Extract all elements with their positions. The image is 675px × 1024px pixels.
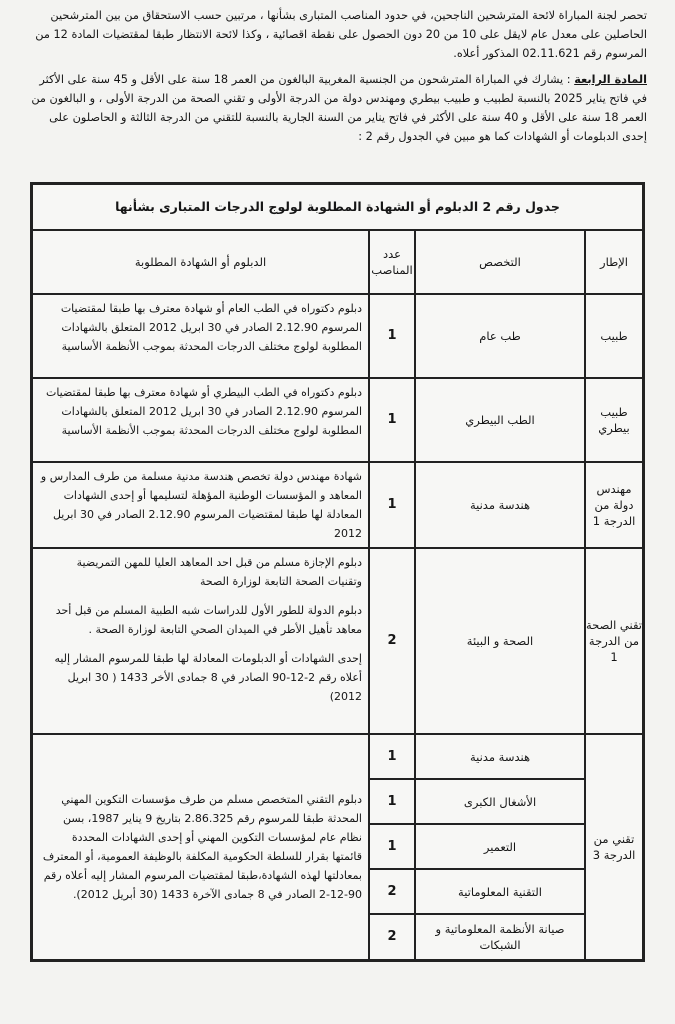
row2-positions: 1 <box>369 378 415 462</box>
row4-diploma-part3: إحدى الشهادات أو الدبلومات المعادلة لها طبقا للمرسوم المشار إليه أعلاه رقم 2-12-90 الصادر في 8 جمادى الأخر 1433 ( 30 ابريل 2012) <box>54 652 362 703</box>
row5-positions-1: 1 <box>369 734 415 779</box>
article-body: : يشارك في المباراة المترشحون من الجنسية المغربية البالغون من العمر 18 سنة على الأقل و 45 سنة على الأكثر في فاتح يناير 2025 بالنسبة لطبيب و طبيب بيطري ومهندس دولة من الدرجة الأولى و تقني الصحة من الدرجة الأولى ، و البالغون من العمر 18 سنة على الأقل و 40 سنة على الأكثر في فاتح يناير من السنة الجارية بالنسبة للتقني من الدرجة الثالثة و الحاصلون على إحدى الدبلومات أو الشهادات كما هو مبين في الجدول رقم 2 : <box>31 73 647 143</box>
row3-specialty: هندسة مدنية <box>415 462 585 548</box>
row4-diploma-part2: دبلوم الدولة للطور الأول للدراسات شبه الطبية المسلم من قبل أحد معاهد تأهيل الأطر في الميدان الصحي التابعة لوزارة الصحة . <box>55 604 362 636</box>
row3-grade: مهندس دولة من الدرجة 1 <box>585 462 643 548</box>
row4-diploma <box>32 548 369 734</box>
article-title: المادة الرابعة <box>574 73 647 86</box>
row4-specialty: الصحة و البيئة <box>415 548 585 734</box>
header-grade: الإطار <box>585 230 643 294</box>
diploma-table <box>30 182 645 962</box>
row4-diploma-part1: دبلوم الإجازة مسلم من قبل احد المعاهد العليا للمهن التمريضية وتقنيات الصحة التابعة لوزارة الصحة <box>76 556 362 588</box>
row1-specialty: طب عام <box>415 294 585 378</box>
row5-positions-3: 1 <box>369 824 415 869</box>
table-caption: جدول رقم 2 الدبلوم أو الشهادة المطلوبة لولوج الدرجات المتبارى بشأنها <box>32 184 643 230</box>
row5-positions-4: 2 <box>369 869 415 914</box>
row1-diploma: دبلوم دكتوراه في الطب العام أو شهادة معترف بها طبقا لمقتضيات المرسوم 2.12.90 الصادر في 30 ابريل 2012 المتعلق بالشهادات المطلوبة لولوج مختلف الدرجات المحدثة بموجب الأنظمة الأساسية <box>32 294 369 378</box>
row3-positions: 1 <box>369 462 415 548</box>
row1-grade: طبيب <box>585 294 643 378</box>
row5-grade: تقني من الدرجة 3 <box>585 734 643 960</box>
row5-specialty-4: التقنية المعلوماتية <box>415 869 585 914</box>
article-four <box>22 70 647 146</box>
row5-specialty-1: هندسة مدنية <box>415 734 585 779</box>
header-positions: عدد المناصب <box>369 230 415 294</box>
header-diploma: الدبلوم أو الشهادة المطلوبة <box>32 230 369 294</box>
row5-positions-2: 1 <box>369 779 415 824</box>
row1-positions: 1 <box>369 294 415 378</box>
row4-grade: تقني الصحة من الدرجة 1 <box>585 548 643 734</box>
row5-specialty-3: التعمير <box>415 824 585 869</box>
row5-specialty-2: الأشغال الكبرى <box>415 779 585 824</box>
header-specialty: التخصص <box>415 230 585 294</box>
intro-paragraph: تحصر لجنة المباراة لائحة المترشحين الناجحين، في حدود المناصب المتبارى بشأنها ، مرتبين حسب الاستحقاق من بين المترشحين الحاصلين على معدل عام لايقل على 10 من 20 دون الحصول على نقطة اقصائية ، وكذا لائحة الانتظار طبقا لمقتضيات المادة 12 من المرسوم رقم 02.11.621 المذكور أعلاه. <box>35 9 647 60</box>
row5-diploma: دبلوم التقني المتخصص مسلم من طرف مؤسسات التكوين المهني المحدثة طبقا للمرسوم رقم 2.86.325 بتاريخ 9 يناير 1987، بسن نظام عام لمؤسسات التكوين المهني أو إحدى الشهادات المحددة قائمتها بقرار للسلطة الحكومية المكلفة بالوظيفة العمومية، أو المعترف بمعادلتها لهذه الشهادة،طبقا لمقتضيات المرسوم المشار إليه أعلاه رقم 90-12-2 الصادر في 8 جمادى الآخرة 1433 (30 أبريل 2012). <box>32 734 369 960</box>
row2-diploma: دبلوم دكتوراه في الطب البيطري أو شهادة معترف بها طبقا لمقتضيات المرسوم 2.12.90 الصادر في 30 ابريل 2012 المتعلق بالشهادات المطلوبة لولوج مختلف الدرجات المحدثة بموجب الأنظمة الأساسية <box>32 378 369 462</box>
row2-grade: طبيب بيطري <box>585 378 643 462</box>
row4-positions: 2 <box>369 548 415 734</box>
row5-specialty-5: صيانة الأنظمة المعلوماتية و الشبكات <box>415 914 585 960</box>
row5-positions-5: 2 <box>369 914 415 960</box>
row2-specialty: الطب البيطري <box>415 378 585 462</box>
row3-diploma: شهادة مهندس دولة تخصص هندسة مدنية مسلمة من طرف المدارس و المعاهد و المؤسسات الوطنية المؤهلة لتسليمها أو إحدى الشهادات المعادلة لها طبقا لمقتضيات المرسوم 2.12.90 الصادر في 30 ابريل 2012 <box>32 462 369 548</box>
